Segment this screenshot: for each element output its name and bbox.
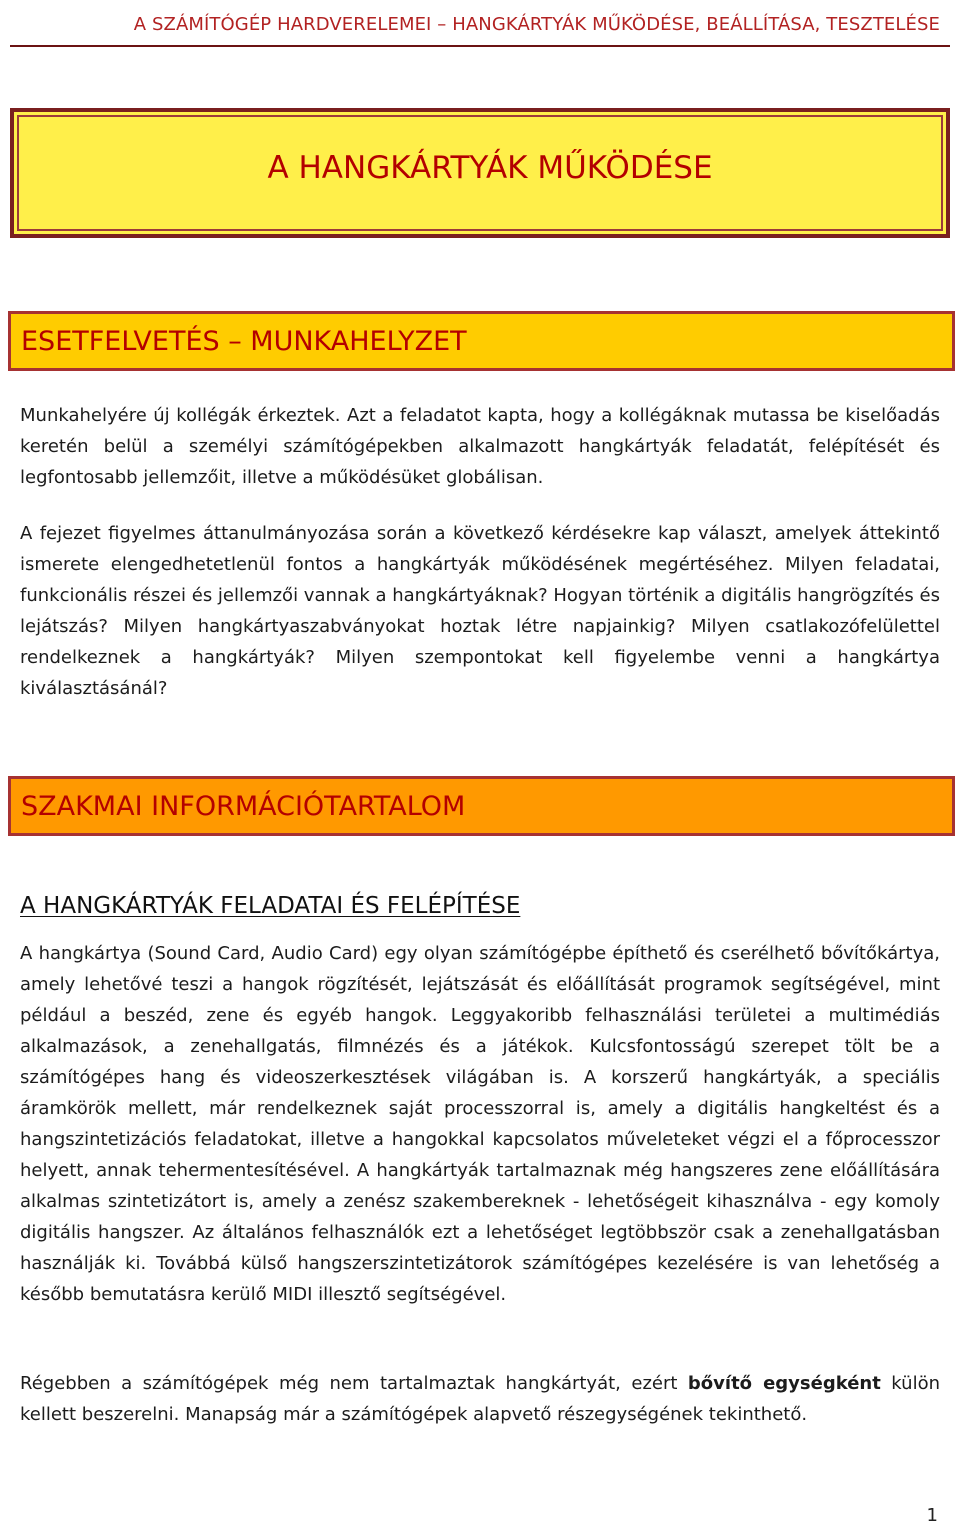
page-number: 1: [926, 1505, 938, 1526]
paragraph-munkahelyzet: Munkahelyére új kollégák érkeztek. Azt a feladatot kapta, hogy a kollégáknak mutassa be kiselőadás keretén belül a személyi számítógépekben alkalmazott hangkártyák feladatát, felépítését és legfontosabb jellemzőit, illetve a működésüket globálisan.: [20, 405, 940, 488]
section-heading-szakmai: SZAKMAI INFORMÁCIÓTARTALOM: [21, 791, 466, 822]
paragraph-regebben: [20, 1368, 940, 1430]
bold-bovito-egyseg: bővítő egységként: [687, 1373, 881, 1394]
paragraph-kerdesek: A fejezet figyelmes áttanulmányozása során a következő kérdésekre kap választ, amelyek áttekintő ismerete elengedhetetlenül fontos a hangkártyák működésének megértéséhez. Milyen feladatai, funkcionális részei és jellemzői vannak a hangkártyáknak? Hogyan történik a digitális hangrögzítés és lejátszás? Milyen hangkártyaszabványokat hoztak létre napjainkig? Milyen csatlakozófelülettel rendelkeznek a hangkártyák? Milyen szempontokat kell figyelembe venni a hangkártya kiválasztásánál?: [20, 523, 940, 699]
paragraph-regebben-end: külön kellett beszerelni. Manapság már a számítógépek alapvető részegységének tekinthető.: [20, 1373, 941, 1425]
subheading-feladatai: A HANGKÁRTYÁK FELADATAI ÉS FELÉPÍTÉSE: [20, 893, 521, 919]
section-heading-box-esetfelvetes: [8, 311, 955, 371]
section-heading-esetfelvetes: ESETFELVETÉS – MUNKAHELYZET: [21, 326, 467, 357]
chapter-title: A HANGKÁRTYÁK MŰKÖDÉSE: [267, 150, 713, 186]
chapter-title-box: [10, 108, 950, 238]
running-header: A SZÁMÍTÓGÉP HARDVERELEMEI – HANGKÁRTYÁK MŰKÖDÉSE, BEÁLLÍTÁSA, TESZTELÉSE: [133, 14, 940, 35]
section-heading-box-szakmai: [8, 776, 955, 836]
paragraph-regebben-start: Régebben a számítógépek még nem tartalmaztak hangkártyát, ezért: [20, 1373, 688, 1394]
header-divider: [10, 45, 950, 47]
paragraph-hangkartya-leiras: A hangkártya (Sound Card, Audio Card) egy olyan számítógépbe építhető és cserélhető bővítőkártya, amely lehetővé teszi a hangok rögzítését, lejátszását és előállítását programok segítségével, mint például a beszéd, zene és egyéb hangok. Leggyakoribb felhasználási területei a multimédiás alkalmazások, a zenehallgatás, filmnézés és a játékok. Kulcsfontosságú szerepet tölt be a számítógépes hang és videoszerkesztések világában is. A korszerű hangkártyák, a speciális áramkörök mellett, már rendelkeznek saját processzorral is, amely a digitális hangkeltést és a hangszintetizációs feladatokat, illetve a hangokkal kapcsolatos műveleteket végzi el a főprocesszor helyett, annak tehermentesítésével. A hangkártyák tartalmaznak még hangszeres zene előállítására alkalmas szintetizátort is, amely a zenész szakembereknek - lehetőségeit kihasználva - egy komoly digitális hangszer. Az általános felhasználók ezt a lehetőséget legtöbbször csak a zenehallgatásban használják ki. Továbbá külső hangszerszintetizátorok számítógépes kezelésére is van lehetőség a később bemutatásra kerülő MIDI illesztő segítségével.: [20, 943, 940, 1305]
